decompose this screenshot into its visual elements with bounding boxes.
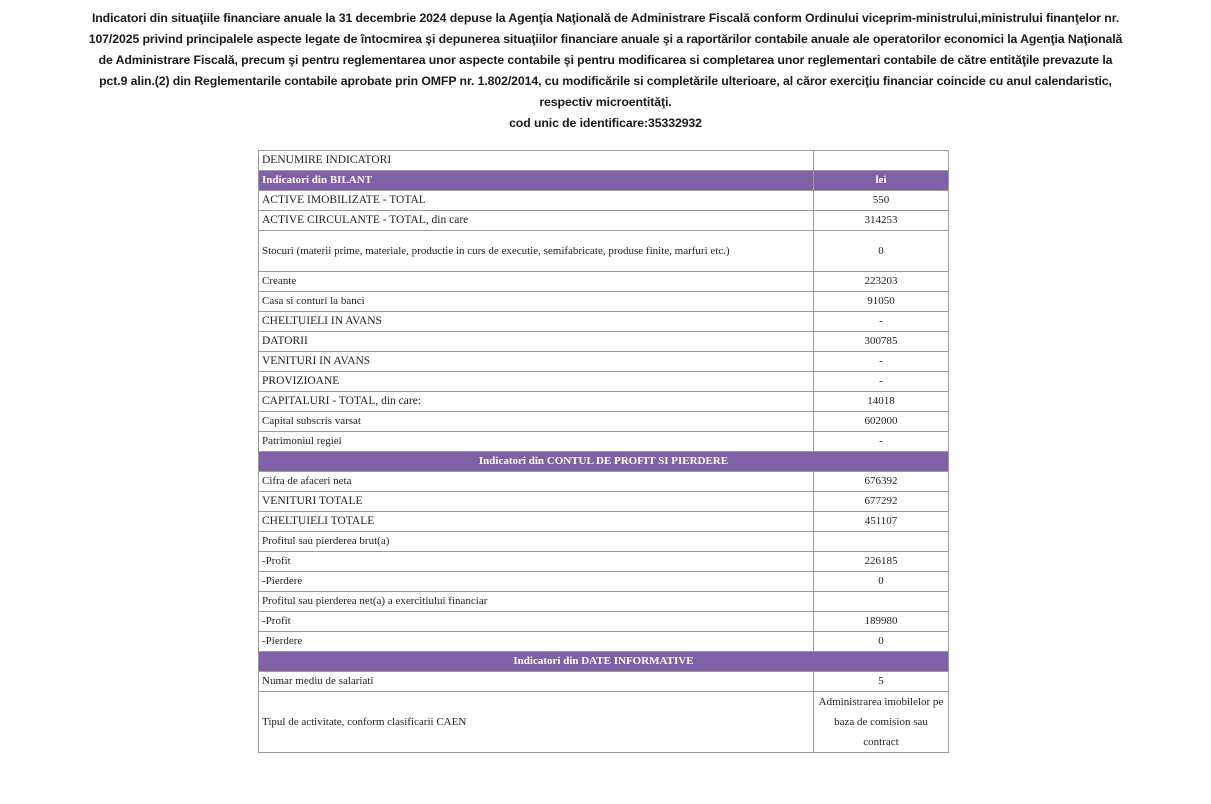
row-value	[814, 592, 949, 612]
section-profit-title: Indicatori din CONTUL DE PROFIT SI PIERDERE	[259, 452, 949, 472]
row-value: 300785	[814, 332, 949, 352]
table-row	[259, 211, 949, 231]
row-value: 602000	[814, 412, 949, 432]
row-label: CHELTUIELI IN AVANS	[259, 312, 814, 332]
section-info-title: Indicatori din DATE INFORMATIVE	[259, 652, 949, 672]
header-line-3: de Administrare Fiscală, precum şi pentru reglementarea unor aspecte contabile şi pentru modificarea si completarea unor reglementari contabile de către entităţile prevazute la	[98, 53, 1113, 67]
row-label: DATORII	[259, 332, 814, 352]
table-row	[259, 632, 949, 652]
row-value: -	[814, 352, 949, 372]
cui-line: cod unic de identificare:35332932	[509, 116, 702, 130]
header-line-1: Indicatori din situaţiile financiare anuale la 31 decembrie 2024 depuse la Agenţia Naţională de Administrare Fiscală conform Ordinului viceprim-ministrului,ministrului finanţelor nr.	[91, 11, 1120, 25]
table-row	[259, 472, 949, 492]
row-value: 223203	[814, 272, 949, 292]
table-row	[259, 412, 949, 432]
col-header-value	[814, 151, 949, 171]
row-label: VENITURI TOTALE	[259, 492, 814, 512]
row-value: 91050	[814, 292, 949, 312]
row-label: ACTIVE IMOBILIZATE - TOTAL	[259, 191, 814, 211]
section-bilant-unit: lei	[814, 171, 949, 191]
row-value: 314253	[814, 211, 949, 231]
row-label: Profitul sau pierderea net(a) a exercitiului financiar	[259, 592, 814, 612]
row-value: 189980	[814, 612, 949, 632]
table-row	[259, 592, 949, 612]
col-header-label: DENUMIRE INDICATORI	[259, 151, 814, 171]
header-line-2: 107/2025 privind principalele aspecte legate de întocmirea şi depunerea situaţiilor financiare anuale şi a raportărilor contabile anuale ale operatorilor economici la Agenţia Naţională	[88, 32, 1123, 46]
row-label: Casa si conturi la banci	[259, 292, 814, 312]
document-header	[0, 8, 1211, 134]
table-row	[259, 191, 949, 211]
row-label: Patrimoniul regiei	[259, 432, 814, 452]
table-row	[259, 231, 949, 272]
row-label: Capital subscris varsat	[259, 412, 814, 432]
table-row	[259, 512, 949, 532]
row-label: ACTIVE CIRCULANTE - TOTAL, din care	[259, 211, 814, 231]
table-row	[259, 552, 949, 572]
row-value: 14018	[814, 392, 949, 412]
table-row	[259, 672, 949, 692]
table-header-row	[259, 151, 949, 171]
header-line-4: pct.9 alin.(2) din Reglementarile contabile aprobate prin OMFP nr. 1.802/2014, cu modificările si completările ulterioare, al căror exerciţiu financiar coincide cu anul calendaristic,	[99, 74, 1112, 88]
table-row	[259, 612, 949, 632]
row-label: Tipul de activitate, conform clasificarii CAEN	[259, 692, 814, 753]
row-value	[814, 532, 949, 552]
row-label: Cifra de afaceri neta	[259, 472, 814, 492]
row-value: 451107	[814, 512, 949, 532]
row-value: 0	[814, 572, 949, 592]
table-row	[259, 692, 949, 753]
row-value: Administrarea imobilelor pe baza de comision sau contract	[814, 692, 949, 753]
table-row	[259, 312, 949, 332]
row-value: 5	[814, 672, 949, 692]
table-row	[259, 372, 949, 392]
row-label: -Pierdere	[259, 632, 814, 652]
table-row	[259, 532, 949, 552]
row-value: 226185	[814, 552, 949, 572]
indicators-table	[258, 150, 949, 753]
section-info	[259, 652, 949, 672]
row-value: 0	[814, 231, 949, 272]
row-label: Stocuri (materii prime, materiale, productie in curs de executie, semifabricate, produse finite, marfuri etc.)	[259, 231, 814, 272]
row-label: -Pierdere	[259, 572, 814, 592]
table-row	[259, 392, 949, 412]
row-value: -	[814, 372, 949, 392]
row-value: -	[814, 432, 949, 452]
row-label: -Profit	[259, 612, 814, 632]
row-label: VENITURI IN AVANS	[259, 352, 814, 372]
row-label: CHELTUIELI TOTALE	[259, 512, 814, 532]
row-label: Numar mediu de salariati	[259, 672, 814, 692]
section-profit	[259, 452, 949, 472]
table-row	[259, 292, 949, 312]
row-label: Profitul sau pierderea brut(a)	[259, 532, 814, 552]
table-row	[259, 572, 949, 592]
row-value: 550	[814, 191, 949, 211]
row-label: -Profit	[259, 552, 814, 572]
section-bilant-title: Indicatori din BILANT	[259, 171, 814, 191]
row-label: Creante	[259, 272, 814, 292]
table-row	[259, 332, 949, 352]
table-row	[259, 432, 949, 452]
section-bilant	[259, 171, 949, 191]
row-value: 0	[814, 632, 949, 652]
row-value: -	[814, 312, 949, 332]
header-line-5: respectiv microentităţi.	[539, 95, 672, 109]
row-label: PROVIZIOANE	[259, 372, 814, 392]
row-label: CAPITALURI - TOTAL, din care:	[259, 392, 814, 412]
row-value: 676392	[814, 472, 949, 492]
table-row	[259, 272, 949, 292]
row-value: 677292	[814, 492, 949, 512]
table-row	[259, 352, 949, 372]
table-row	[259, 492, 949, 512]
